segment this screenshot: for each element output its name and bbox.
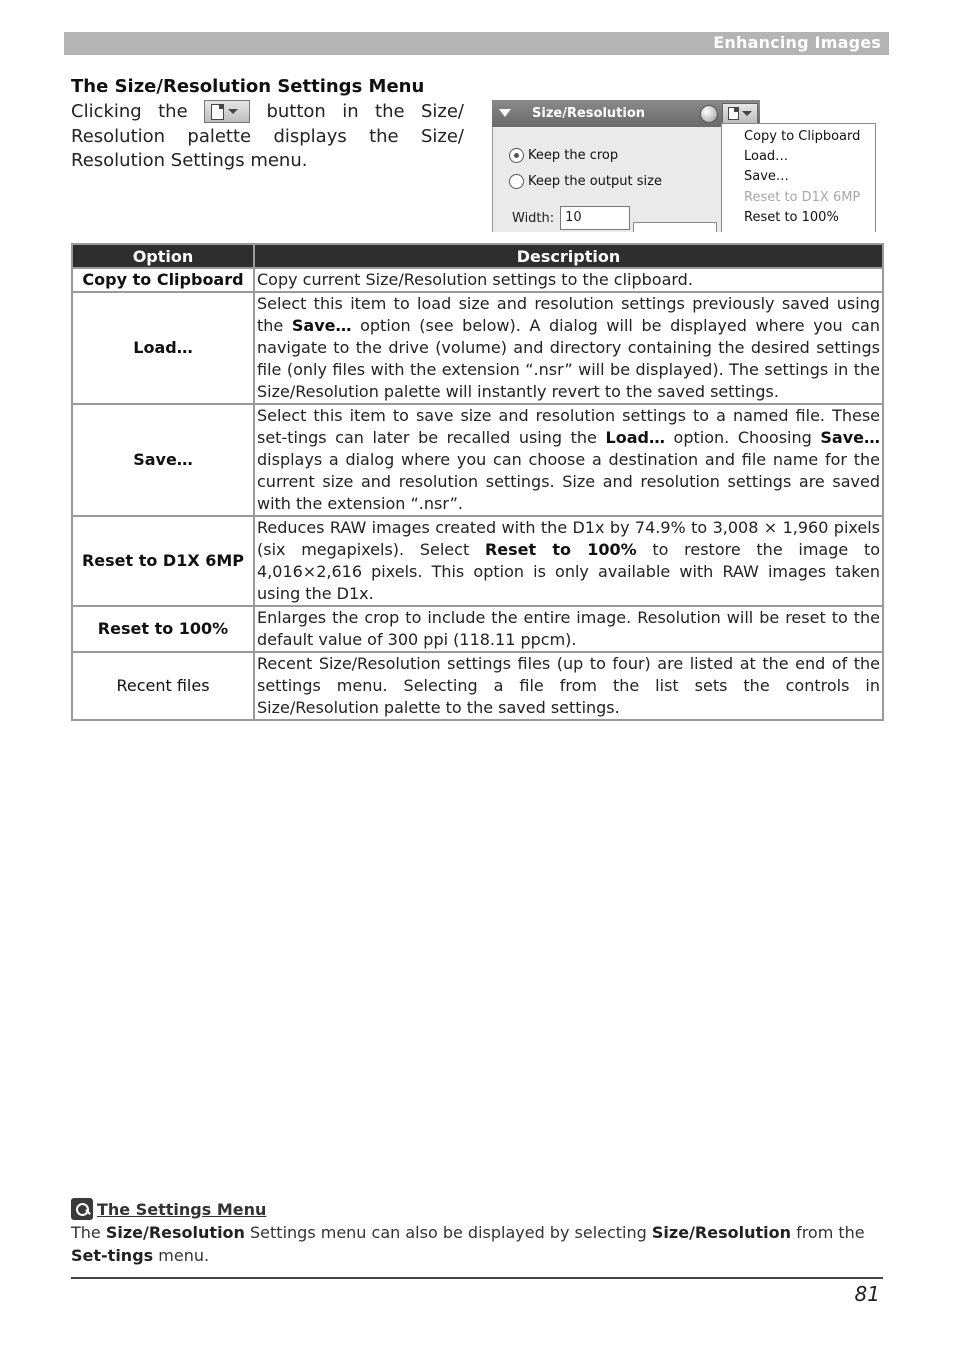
table-row xyxy=(73,293,882,403)
desc-bold: Save… xyxy=(291,316,352,335)
desc-text: Select this item to load size and resolution settings previously saved using the xyxy=(257,294,880,335)
option-cell: Reset to D1X 6MP xyxy=(73,517,253,605)
menu-item-copy-to-clipboard[interactable]: Copy to Clipboard xyxy=(744,129,861,144)
desc-text: Reduces RAW images created with the D1x by 74.9% to 3,008 × 1,960 pixels (six megapixels). Select xyxy=(257,518,880,559)
column-header-option: Option xyxy=(73,245,253,267)
desc-text: Select this item to save size and resolution settings to a named file. These set-tings can later be recalled using the xyxy=(257,406,880,447)
intro-word: Clicking xyxy=(71,101,142,122)
radio-button[interactable] xyxy=(509,174,524,189)
intro-word: palette xyxy=(187,125,252,147)
note-fragment: Settings menu can also be displayed by selecting xyxy=(244,1223,652,1242)
desc-text: to restore the image to 4,016×2,616 pixels. This option is only available with RAW images taken using the D1x. xyxy=(257,540,881,603)
intro-word: Resolution xyxy=(71,125,166,147)
intro-word: Size/ xyxy=(420,101,464,122)
options-table-wrap xyxy=(71,243,884,721)
table-row xyxy=(73,405,882,515)
table-row xyxy=(73,269,882,291)
width-input[interactable]: 10 xyxy=(560,206,630,230)
section-title: The Size/Resolution Settings Menu xyxy=(71,76,425,97)
note-heading xyxy=(71,1198,266,1220)
column-header-description: Description xyxy=(255,245,882,267)
chevron-down-icon xyxy=(742,111,752,116)
menu-item-save[interactable]: Save… xyxy=(744,169,789,184)
table-header-row xyxy=(73,245,882,267)
palette-titlebar xyxy=(492,100,760,127)
intro-word: button xyxy=(266,101,326,122)
note-fragment: from the xyxy=(790,1223,865,1242)
radio-label: Keep the crop xyxy=(528,148,619,163)
intro-word: the xyxy=(158,101,188,122)
desc-bold: Load… xyxy=(605,428,665,447)
intro-line: Resolution Settings menu. xyxy=(71,150,308,171)
menu-item-load[interactable]: Load… xyxy=(744,149,789,164)
intro-word: the xyxy=(375,101,405,122)
radio-button-selected[interactable] xyxy=(509,148,524,163)
note-fragment: menu. xyxy=(153,1245,210,1265)
document-icon xyxy=(728,107,739,120)
unit-select[interactable] xyxy=(633,222,717,232)
intro-paragraph xyxy=(71,100,464,174)
width-row xyxy=(512,206,630,230)
reset-circle-icon[interactable] xyxy=(700,105,718,123)
document-icon xyxy=(211,104,224,120)
note-bold: Size/Resolution xyxy=(105,1223,245,1242)
description-cell: Copy current Size/Resolution settings to the clipboard. xyxy=(255,269,882,291)
description-cell xyxy=(255,293,882,403)
table-row xyxy=(73,517,882,605)
magnifier-note-icon xyxy=(71,1198,93,1220)
footer-rule xyxy=(71,1277,883,1279)
intro-word: the xyxy=(369,125,399,147)
note-bold: Set-tings xyxy=(71,1245,154,1265)
keep-crop-option[interactable] xyxy=(509,148,618,163)
table-row xyxy=(73,607,882,651)
settings-menu-button-image xyxy=(204,100,250,123)
option-cell: Save… xyxy=(73,405,253,515)
settings-menu-button[interactable] xyxy=(722,103,758,124)
menu-item-reset-d1x-6mp: Reset to D1X 6MP xyxy=(744,190,861,205)
collapse-triangle-icon[interactable] xyxy=(499,109,511,117)
intro-word: displays xyxy=(273,125,347,147)
desc-bold: Reset to 100% xyxy=(484,540,637,559)
options-table xyxy=(71,243,884,721)
desc-bold: Save… xyxy=(820,428,881,447)
desc-text: option. Choosing xyxy=(664,428,821,447)
size-resolution-palette xyxy=(492,100,877,232)
radio-label: Keep the output size xyxy=(528,174,662,189)
note-bold: Size/Resolution xyxy=(651,1223,791,1242)
option-cell: Copy to Clipboard xyxy=(73,269,253,291)
section-name: Enhancing Images xyxy=(713,33,881,52)
settings-popup-menu xyxy=(721,123,876,232)
intro-word: Size/ xyxy=(420,125,464,147)
option-cell: Recent files xyxy=(73,653,253,719)
page-number: 81 xyxy=(854,1282,880,1306)
desc-text: displays a dialog where you can choose a destination and file name for the current size and resolution settings. Size and resolution settings are saved with the extension “.nsr”. xyxy=(257,450,880,513)
option-cell: Load… xyxy=(73,293,253,403)
chevron-down-icon xyxy=(228,109,238,114)
menu-item-reset-100[interactable]: Reset to 100% xyxy=(744,210,839,225)
note-title: The Settings Menu xyxy=(97,1199,267,1219)
option-cell: Reset to 100% xyxy=(73,607,253,651)
intro-word: in xyxy=(342,101,359,122)
description-cell: Recent Size/Resolution settings files (up to four) are listed at the end of the settings menu. Selecting a file from the list sets the controls in Size/Resolution palette to the saved settings. xyxy=(257,654,880,717)
description-cell xyxy=(255,517,882,605)
width-label: Width: xyxy=(512,210,555,226)
description-cell xyxy=(255,405,882,515)
table-row xyxy=(73,653,882,719)
palette-title: Size/Resolution xyxy=(532,106,646,121)
desc-text: option (see below). A dialog will be displayed where you can navigate to the drive (volume) and directory containing the desired settings file (only files with the extension “.nsr” will be displayed). The settings in the Size/Resolution palette will instantly revert to the saved settings. xyxy=(257,316,880,401)
note-fragment: The xyxy=(71,1223,106,1242)
header-bar xyxy=(64,32,889,55)
description-cell: Enlarges the crop to include the entire image. Resolution will be reset to the default value of 300 ppi (118.11 ppcm). xyxy=(257,608,880,649)
note-text xyxy=(71,1222,883,1267)
keep-output-size-option[interactable] xyxy=(509,174,662,189)
